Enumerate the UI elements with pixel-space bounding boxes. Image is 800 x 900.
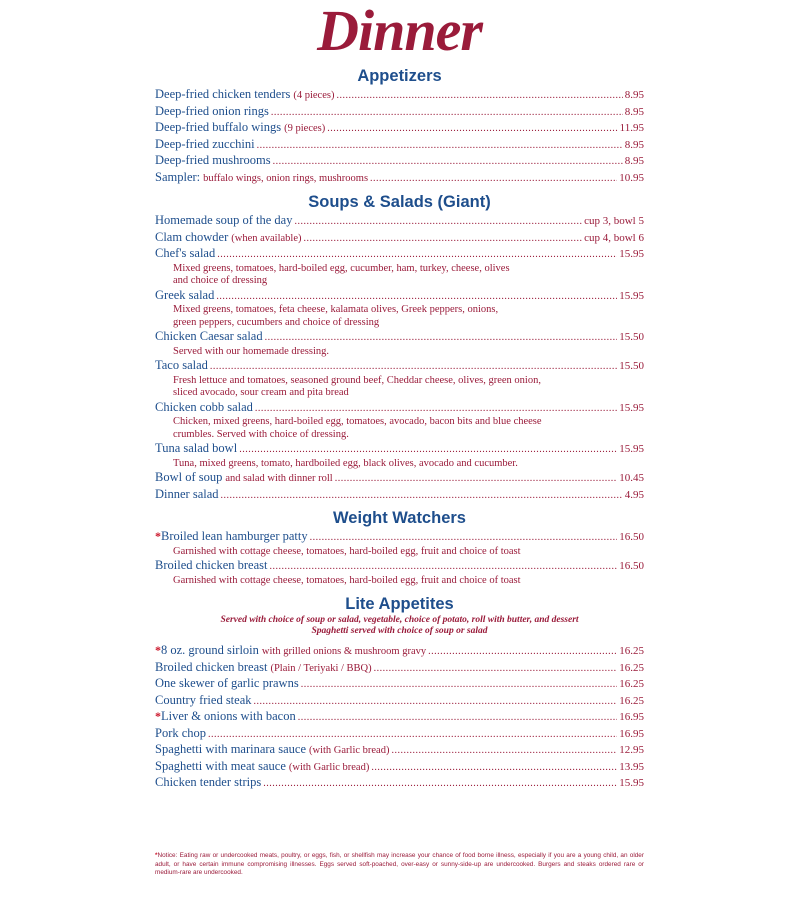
item-price: 8.95 — [624, 89, 644, 101]
dot-leader — [210, 361, 617, 372]
menu-item — [155, 529, 644, 558]
menu-item — [155, 213, 644, 230]
item-name: Liver & onions with bacon — [161, 709, 296, 723]
dot-leader — [310, 532, 618, 543]
menu-item — [155, 358, 644, 400]
item-detail: (with Garlic bread) — [309, 745, 390, 756]
item-name: Greek salad — [155, 287, 215, 302]
item-name: Clam chowder — [155, 229, 229, 244]
menu-item — [155, 693, 644, 710]
item-name: Chicken cobb salad — [155, 399, 253, 414]
item-description: crumbles. Served with choice of dressing. — [173, 428, 349, 440]
item-name: Homemade soup of the day — [155, 213, 293, 227]
menu-item-row — [155, 693, 644, 710]
item-name: Deep-fried onion rings — [155, 103, 269, 118]
notice-star-icon: * — [155, 852, 158, 859]
section-weight-watchers — [155, 508, 644, 587]
menu-item — [155, 87, 644, 104]
dot-leader — [221, 490, 623, 501]
dot-leader — [301, 679, 618, 690]
dot-leader — [257, 140, 623, 151]
menu-item — [155, 470, 644, 487]
menu-item-row — [155, 660, 644, 677]
item-detail: (with Garlic bread) — [288, 761, 370, 773]
item-name: Bowl of soup — [155, 470, 223, 484]
item-price: 16.25 — [619, 661, 644, 674]
item-detail: (when available) — [231, 232, 302, 244]
menu-item — [155, 170, 644, 187]
star-icon: * — [155, 709, 161, 723]
menu-item-row — [155, 400, 644, 417]
section-heading: Appetizers — [357, 67, 442, 85]
section-soups-salads — [155, 192, 644, 503]
menu-item — [155, 153, 644, 170]
dot-leader — [254, 696, 618, 707]
menu-item-row — [155, 120, 644, 137]
item-price: 16.95 — [619, 727, 644, 740]
section-appetizers — [155, 66, 644, 186]
item-name: Broiled lean hamburger patty — [161, 529, 308, 543]
item-name: Broiled chicken breast — [155, 659, 268, 674]
menu-item — [155, 660, 644, 677]
dot-leader — [239, 444, 617, 455]
section-heading: Weight Watchers — [333, 509, 466, 527]
item-description: Tuna, mixed greens, tomato, hardboiled egg, black olives, avocado and cucumber. — [173, 457, 518, 469]
menu-item-row — [155, 230, 644, 247]
menu-item-row — [155, 775, 644, 792]
item-description: and choice of dressing — [173, 275, 268, 286]
dot-leader — [263, 778, 617, 789]
menu-item — [155, 441, 644, 470]
menu-item-row — [155, 726, 644, 743]
dot-leader — [336, 90, 622, 101]
item-name: Spaghetti with meat sauce — [155, 758, 286, 773]
menu-item — [155, 759, 644, 776]
dot-leader — [217, 249, 617, 260]
dot-leader — [374, 663, 618, 674]
item-price: 8.95 — [624, 155, 644, 167]
item-price: 15.50 — [619, 360, 644, 372]
menu-item-row — [155, 441, 644, 458]
menu-item — [155, 104, 644, 121]
section-lite-appetites — [155, 594, 644, 792]
item-detail: with grilled onions & mushroom gravy — [261, 646, 427, 657]
item-detail: (9 pieces) — [284, 123, 326, 134]
dot-leader — [271, 107, 623, 118]
dot-leader — [428, 646, 617, 657]
menu-item-row — [155, 742, 644, 759]
star-icon: * — [155, 643, 161, 657]
item-description: Mixed greens, tomatoes, feta cheese, kalamata olives, Greek peppers, onions, — [173, 304, 499, 315]
menu-item — [155, 676, 644, 693]
menu-item-row — [155, 246, 644, 263]
menu-item — [155, 643, 644, 660]
item-price: 15.95 — [619, 777, 644, 789]
menu-item-row — [155, 329, 644, 346]
item-price: 4.95 — [624, 488, 644, 501]
menu-item-row — [155, 643, 644, 660]
dot-leader — [298, 712, 618, 723]
health-notice — [155, 852, 644, 878]
item-description: sliced avocado, sour cream and pita bread — [173, 387, 349, 398]
menu-item — [155, 120, 644, 137]
item-detail: and salad with dinner roll — [225, 473, 333, 484]
menu-item — [155, 230, 644, 247]
item-price: 10.95 — [619, 171, 644, 184]
section-heading: Soups & Salads (Giant) — [308, 193, 491, 211]
item-price: 16.25 — [619, 645, 644, 657]
dot-leader — [216, 291, 617, 302]
menu-item — [155, 558, 644, 587]
item-name: Sampler: — [155, 169, 201, 184]
dot-leader — [265, 332, 618, 343]
dot-leader — [304, 233, 583, 244]
item-price: 8.95 — [624, 138, 644, 151]
item-name: Spaghetti with marinara sauce — [155, 742, 306, 756]
item-price: 16.50 — [619, 560, 644, 572]
menu-item-row — [155, 87, 644, 104]
item-price: 16.50 — [619, 531, 644, 543]
item-description: Served with our homemade dressing. — [173, 345, 330, 357]
menu-item-row — [155, 170, 644, 187]
item-price: 10.45 — [619, 472, 644, 484]
item-price: 15.50 — [619, 331, 644, 343]
item-price: 8.95 — [624, 105, 644, 118]
item-detail: (Plain / Teriyaki / BBQ) — [270, 662, 372, 674]
menu-item-row — [155, 288, 644, 305]
dot-leader — [294, 216, 582, 227]
item-description: Garnished with cottage cheese, tomatoes, hard-boiled egg, fruit and choice of toast — [173, 545, 521, 557]
menu-item-row — [155, 137, 644, 154]
dot-leader — [273, 156, 623, 167]
item-price: 11.95 — [619, 122, 644, 134]
section-note: Spaghetti served with choice of soup or salad — [311, 626, 488, 636]
section-note: Served with choice of soup or salad, vegetable, choice of potato, roll with butter, and dessert — [220, 615, 579, 625]
item-price: 16.25 — [619, 678, 644, 690]
item-name: Taco salad — [155, 358, 208, 372]
dot-leader — [208, 729, 617, 740]
item-price: 13.95 — [619, 760, 644, 773]
dot-leader — [391, 745, 617, 756]
item-name: Pork chop — [155, 725, 207, 740]
item-price: cup 4, bowl 6 — [584, 231, 644, 244]
item-price: 15.95 — [619, 401, 644, 414]
menu-item-row — [155, 470, 644, 487]
item-name: Deep-fried zucchini — [155, 136, 255, 151]
item-description: Mixed greens, tomatoes, hard-boiled egg, cucumber, ham, turkey, cheese, olives — [173, 262, 510, 274]
item-name: Deep-fried mushrooms — [155, 153, 271, 167]
item-description: Garnished with cottage cheese, tomatoes, hard-boiled egg, fruit and choice of toast — [173, 574, 521, 586]
item-price: 15.95 — [619, 248, 644, 260]
dot-leader — [255, 403, 617, 414]
item-name: Deep-fried buffalo wings — [155, 120, 282, 134]
dot-leader — [269, 561, 617, 572]
menu-item-row — [155, 558, 644, 575]
menu-item-row — [155, 358, 644, 375]
item-price: 15.95 — [619, 289, 644, 302]
menu-item — [155, 288, 644, 330]
menu-item — [155, 329, 644, 358]
menu-item — [155, 742, 644, 759]
menu-item-row — [155, 104, 644, 121]
menu-item — [155, 709, 644, 726]
menu-item — [155, 400, 644, 442]
menu-item-row — [155, 759, 644, 776]
menu-item-row — [155, 676, 644, 693]
item-name: Tuna salad bowl — [155, 441, 238, 455]
item-price: 15.95 — [619, 443, 644, 455]
dot-leader — [371, 762, 617, 773]
menu-item — [155, 487, 644, 504]
menu-item-row — [155, 529, 644, 546]
menu-item-row — [155, 213, 644, 230]
item-price: 16.95 — [619, 711, 644, 723]
item-description: green peppers, cucumbers and choice of dressing — [173, 316, 380, 328]
item-detail: buffalo wings, onion rings, mushrooms — [203, 172, 369, 184]
menu-item — [155, 726, 644, 743]
item-name: Country fried steak — [155, 692, 252, 707]
item-name: 8 oz. ground sirloin — [161, 643, 259, 657]
menu-item-row — [155, 153, 644, 170]
item-description: Fresh lettuce and tomatoes, seasoned ground beef, Cheddar cheese, olives, green onion, — [173, 374, 541, 386]
item-name: Deep-fried chicken tenders — [155, 87, 291, 101]
item-price: 16.25 — [619, 694, 644, 707]
item-name: Chef's salad — [155, 246, 216, 260]
dot-leader — [370, 173, 617, 184]
item-price: cup 3, bowl 5 — [584, 215, 644, 227]
item-description: Chicken, mixed greens, hard-boiled egg, tomatoes, avocado, bacon bits and blue cheese — [173, 416, 542, 427]
item-name: Dinner salad — [155, 486, 219, 501]
menu-item — [155, 246, 644, 288]
item-name: Broiled chicken breast — [155, 558, 268, 572]
menu-item-row — [155, 709, 644, 726]
item-name: Chicken Caesar salad — [155, 329, 263, 343]
section-heading: Lite Appetites — [345, 595, 454, 613]
dot-leader — [327, 123, 617, 134]
menu-title: Dinner — [317, 0, 482, 63]
star-icon: * — [155, 529, 161, 543]
menu-item — [155, 775, 644, 792]
item-name: Chicken tender strips — [155, 775, 262, 789]
section-notes — [155, 615, 644, 637]
item-price: 12.95 — [619, 744, 644, 756]
item-detail: (4 pieces) — [293, 90, 335, 101]
item-name: One skewer of garlic prawns — [155, 676, 299, 690]
menu-item — [155, 137, 644, 154]
menu-item-row — [155, 487, 644, 504]
notice-text: Notice: Eating raw or undercooked meats, poultry, or eggs, fish, or shellfish may increase your chance of food borne illness, especially if you are a young child, an older adult, or have certain immune compromising illnesses. Eggs served soft-poached, over-easy or sunny-side-up are undercooked. Burgers and steaks ordered rare or medium-rare are undercooked. — [155, 852, 644, 876]
dot-leader — [335, 473, 618, 484]
